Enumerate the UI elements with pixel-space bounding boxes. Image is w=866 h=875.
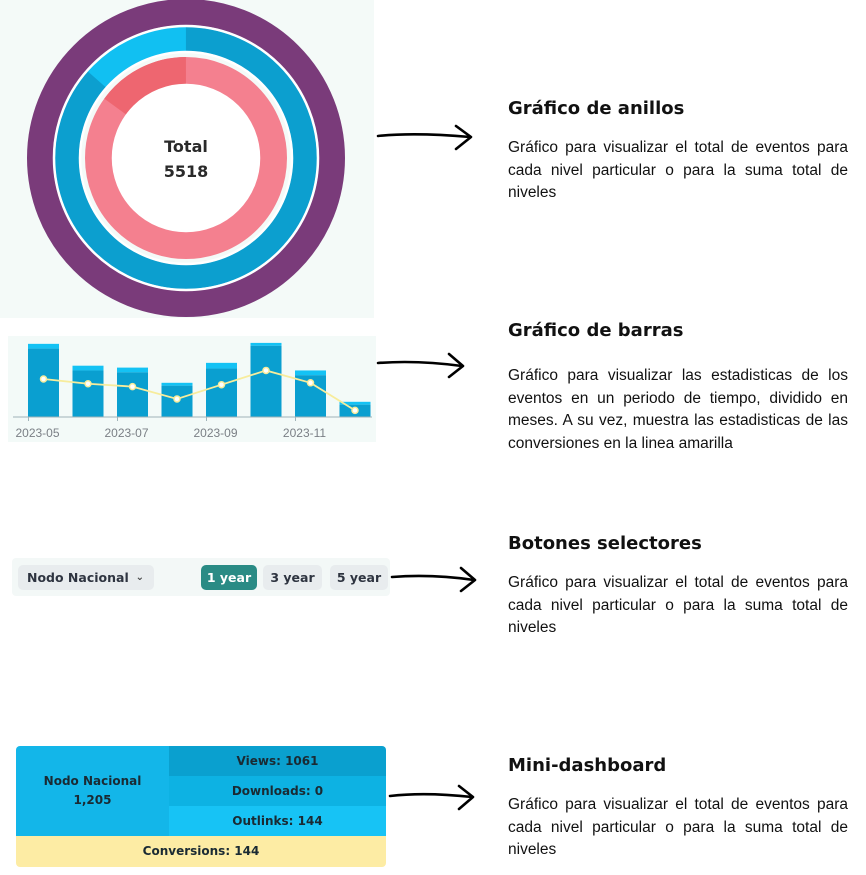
section-title: Mini-dashboard <box>508 755 667 776</box>
section-title: Gráfico de barras <box>508 320 684 341</box>
mini-dashboard <box>16 746 386 867</box>
conversion-point <box>263 367 269 373</box>
section-ring-chart <box>508 98 848 205</box>
bar-chart <box>8 336 376 442</box>
x-tick-label: 2023-07 <box>104 426 149 440</box>
conversion-point <box>308 380 314 386</box>
views-cell: Views: 1061 <box>169 746 386 776</box>
bar <box>117 372 148 417</box>
ring-chart <box>0 0 374 318</box>
conversion-point <box>352 407 358 413</box>
outlinks-cell: Outlinks: 144 <box>169 806 386 836</box>
ring-center-value: 5518 <box>163 162 209 181</box>
ring-chart-panel <box>0 0 374 318</box>
conversion-point <box>130 384 136 390</box>
bar <box>251 346 282 417</box>
node-summary <box>16 746 169 836</box>
section-title: Botones selectores <box>508 533 702 554</box>
section-title: Gráfico de anillos <box>508 98 685 119</box>
x-tick-label: 2023-05 <box>15 426 60 440</box>
conversion-point <box>41 376 47 382</box>
section-text: Gráfico para visualizar las estadisticas de los eventos en un periodo de tiempo, dividido en meses. A su vez, muestra las estadisticas de las conversiones en la linea amarilla <box>508 367 848 452</box>
bar <box>206 369 237 417</box>
conversions-cell: Conversions: 144 <box>16 836 386 867</box>
section-text: Gráfico para visualizar el total de eventos para cada nivel particular o para la suma total de niveles <box>508 796 848 858</box>
bar-segment-top <box>206 363 237 369</box>
x-tick-label: 2023-11 <box>282 426 327 440</box>
ring-center-label: Total <box>164 137 208 156</box>
conversion-point <box>174 396 180 402</box>
arrow-icon <box>390 564 480 596</box>
selector-panel <box>12 558 390 596</box>
bar <box>73 370 104 417</box>
bar-segment-top <box>251 343 282 346</box>
section-bar-chart <box>508 320 848 455</box>
bar-segment-top <box>28 344 59 349</box>
section-text: Gráfico para visualizar el total de eventos para cada nivel particular o para la suma total de niveles <box>508 139 848 201</box>
range-button-3-year[interactable]: 3 year <box>263 565 322 590</box>
bar-chart-panel <box>8 336 376 442</box>
range-button-1-year[interactable]: 1 year <box>201 565 257 590</box>
conversion-point <box>219 382 225 388</box>
node-dropdown[interactable] <box>18 565 154 590</box>
downloads-cell: Downloads: 0 <box>169 776 386 806</box>
node-value: 1,205 <box>73 793 112 807</box>
section-mini-dashboard <box>508 755 848 862</box>
conversion-point <box>85 381 91 387</box>
bar-segment-top <box>73 366 104 371</box>
x-tick-label: 2023-09 <box>193 426 238 440</box>
range-button-5-year[interactable]: 5 year <box>330 565 388 590</box>
bar <box>28 349 59 417</box>
arrow-icon <box>376 122 476 154</box>
node-dropdown-label: Nodo Nacional <box>27 570 129 585</box>
bar-segment-top <box>295 370 326 375</box>
ring-center <box>114 86 258 230</box>
arrow-icon <box>376 350 468 382</box>
arrow-icon <box>388 782 478 814</box>
bar-segment-top <box>117 368 148 373</box>
section-selectors <box>508 533 848 640</box>
chevron-down-icon: ⌄ <box>135 572 144 583</box>
node-name: Nodo Nacional <box>43 774 142 788</box>
bar-segment-top <box>162 383 193 386</box>
section-text: Gráfico para visualizar el total de eventos para cada nivel particular o para la suma total de niveles <box>508 574 848 636</box>
